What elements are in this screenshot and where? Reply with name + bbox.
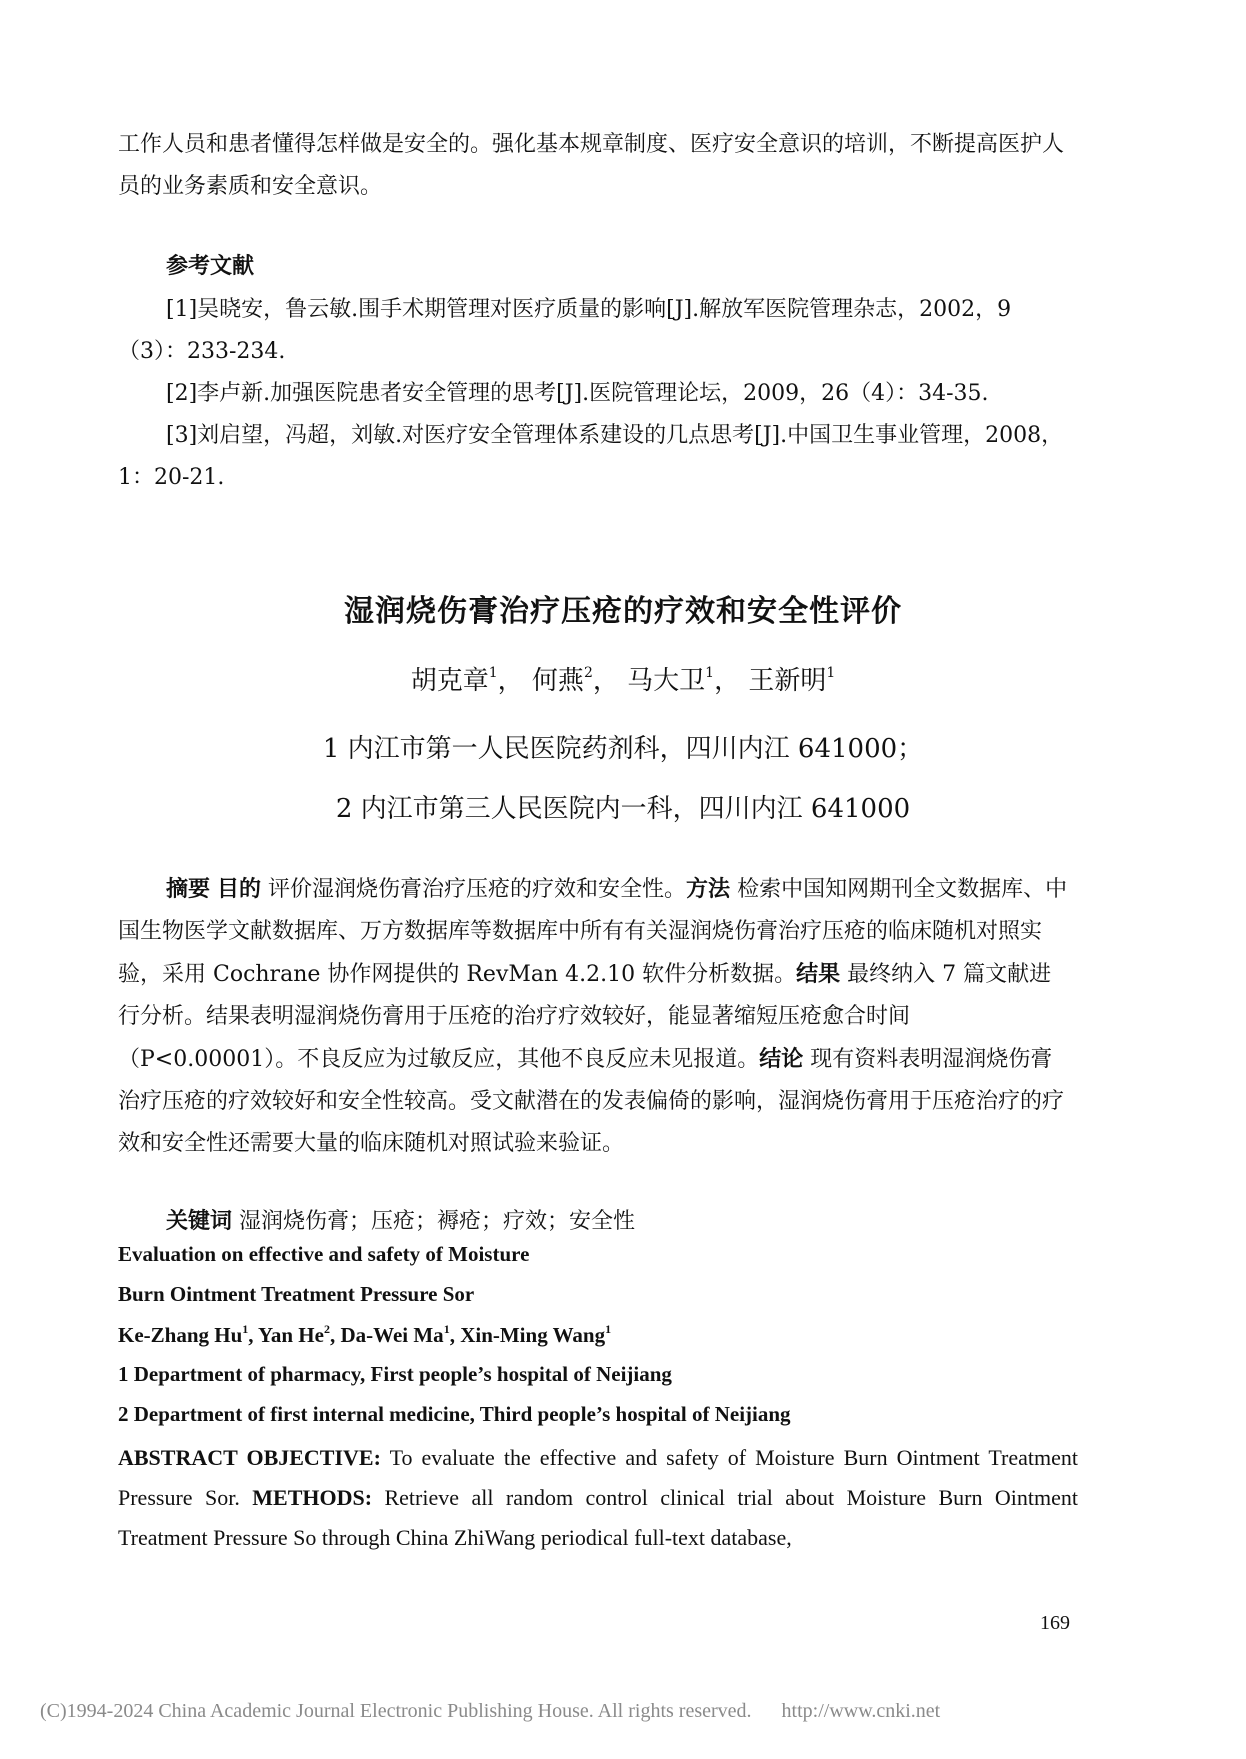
article-authors: 胡克章$^1$， 何燕$^2$， 马大卫$^1$， 王新明$^1$: [410, 665, 836, 696]
author-name: Yan He: [258, 1323, 324, 1347]
conclusion-text: 现有资料表明湿润烧伤膏治疗压疮的疗效较好和安全性较高。受文献潜在的发表偏倚的影响，湿润烧伤膏用于压疮治疗的疗效和安全性还需要大量的临床随机对照试验来验证。: [118, 1047, 1065, 1156]
references-list: [118, 289, 1073, 499]
methods-text: 检索中国知网期刊全文数据库、中国生物医学文献数据库、万方数据库等数据库中所有有关湿润烧伤膏治疗压疮的临床随机对照实验，采用 Cochrane 协作网提供的 RevMan 4.2.10 软件分析数据。: [118, 877, 1068, 987]
english-abstract: [118, 1438, 1078, 1558]
author-name: 马大卫: [627, 666, 706, 696]
author-name: Da-Wei Ma: [340, 1323, 444, 1347]
copyright-text: (C)1994-2024 China Academic Journal Electronic Publishing House. All rights reserved.: [40, 1700, 752, 1722]
keywords-label: 关键词: [166, 1208, 233, 1234]
author-name: Xin-Ming Wang: [460, 1323, 606, 1347]
copyright-footer: [40, 1700, 940, 1723]
keywords-line: [118, 1200, 1073, 1243]
english-title-line-1: Evaluation on effective and safety of Moisture: [118, 1242, 530, 1266]
english-objective-text: To evaluate the effective and safety of Moisture Burn Ointment Treatment Pressure Sor.: [118, 1445, 1078, 1510]
reference-item: [3]刘启望，冯超，刘敏.对医疗安全管理体系建设的几点思考[J].中国卫生事业管理，2008，1：20-21.: [118, 423, 1064, 490]
objective-label: 目的: [217, 876, 262, 902]
english-methods-label: METHODS:: [252, 1485, 373, 1510]
conclusion-label: 结论: [759, 1046, 804, 1072]
references-heading: 参考文献: [166, 253, 255, 279]
english-title-line-2: Burn Ointment Treatment Pressure Sor: [118, 1282, 475, 1306]
author-name: 胡克章: [410, 666, 489, 696]
author-name: 何燕: [531, 666, 584, 696]
english-affiliation-1: 1 Department of pharmacy, First people’s hospital of Neijiang: [118, 1362, 672, 1386]
author-name: Ke-Zhang Hu: [118, 1323, 243, 1347]
intro-paragraph: 工作人员和患者懂得怎样做是安全的。强化基本规章制度、医疗安全意识的培训，不断提高医护人员的业务素质和安全意识。: [118, 132, 1065, 199]
english-methods-text: Retrieve all random control clinical trial about Moisture Burn Ointment Treatment Pressure So through China ZhiWang periodical full-text database,: [118, 1485, 1078, 1550]
article-title: 湿润烧伤膏治疗压疮的疗效和安全性评价: [344, 594, 902, 629]
english-objective-label: ABSTRACT OBJECTIVE:: [118, 1445, 381, 1470]
results-text: 最终纳入 7 篇文献进行分析。结果表明湿润烧伤膏用于压疮的治疗疗效较好，能显著缩短压疮愈合时间（P<0.00001）。不良反应为过敏反应，其他不良反应未见报道。: [118, 962, 1052, 1072]
chinese-abstract: [118, 868, 1073, 1165]
author-affiliation-marker: 1: [826, 665, 836, 681]
results-label: 结果: [796, 961, 841, 987]
reference-item: [2]李卢新.加强医院患者安全管理的思考[J].医院管理论坛，2009，26（4）：34-35.: [166, 381, 989, 406]
objective-text: 评价湿润烧伤膏治疗压疮的疗效和安全性。: [268, 877, 687, 902]
footer-url: http://www.cnki.net: [781, 1700, 941, 1722]
author-affiliation-marker: 1: [705, 665, 715, 681]
page-number: 169: [1040, 1612, 1070, 1634]
author-name: 王新明: [748, 666, 827, 696]
english-authors: Ke-Zhang Hu$^1$, Yan He$^2$, Da-Wei Ma$^1$, Xin-Ming Wang$^1$: [118, 1322, 612, 1347]
keywords-text: 湿润烧伤膏；压疮；褥疮；疗效；安全性: [239, 1209, 636, 1234]
methods-label: 方法: [686, 876, 731, 902]
author-affiliation-marker: 2: [583, 665, 593, 681]
english-affiliation-2: 2 Department of first internal medicine, Third people’s hospital of Neijiang: [118, 1402, 791, 1426]
affiliation-1: 1 内江市第一人民医院药剂科，四川内江 641000；: [322, 734, 924, 764]
reference-item: [1]吴晓安，鲁云敏.围手术期管理对医疗质量的影响[J].解放军医院管理杂志，2002，9（3）：233-234.: [118, 297, 1012, 364]
author-affiliation-marker: 1: [488, 665, 498, 681]
abstract-label: 摘要: [166, 876, 211, 902]
affiliation-2: 2 内江市第三人民医院内一科，四川内江 641000: [335, 794, 911, 824]
